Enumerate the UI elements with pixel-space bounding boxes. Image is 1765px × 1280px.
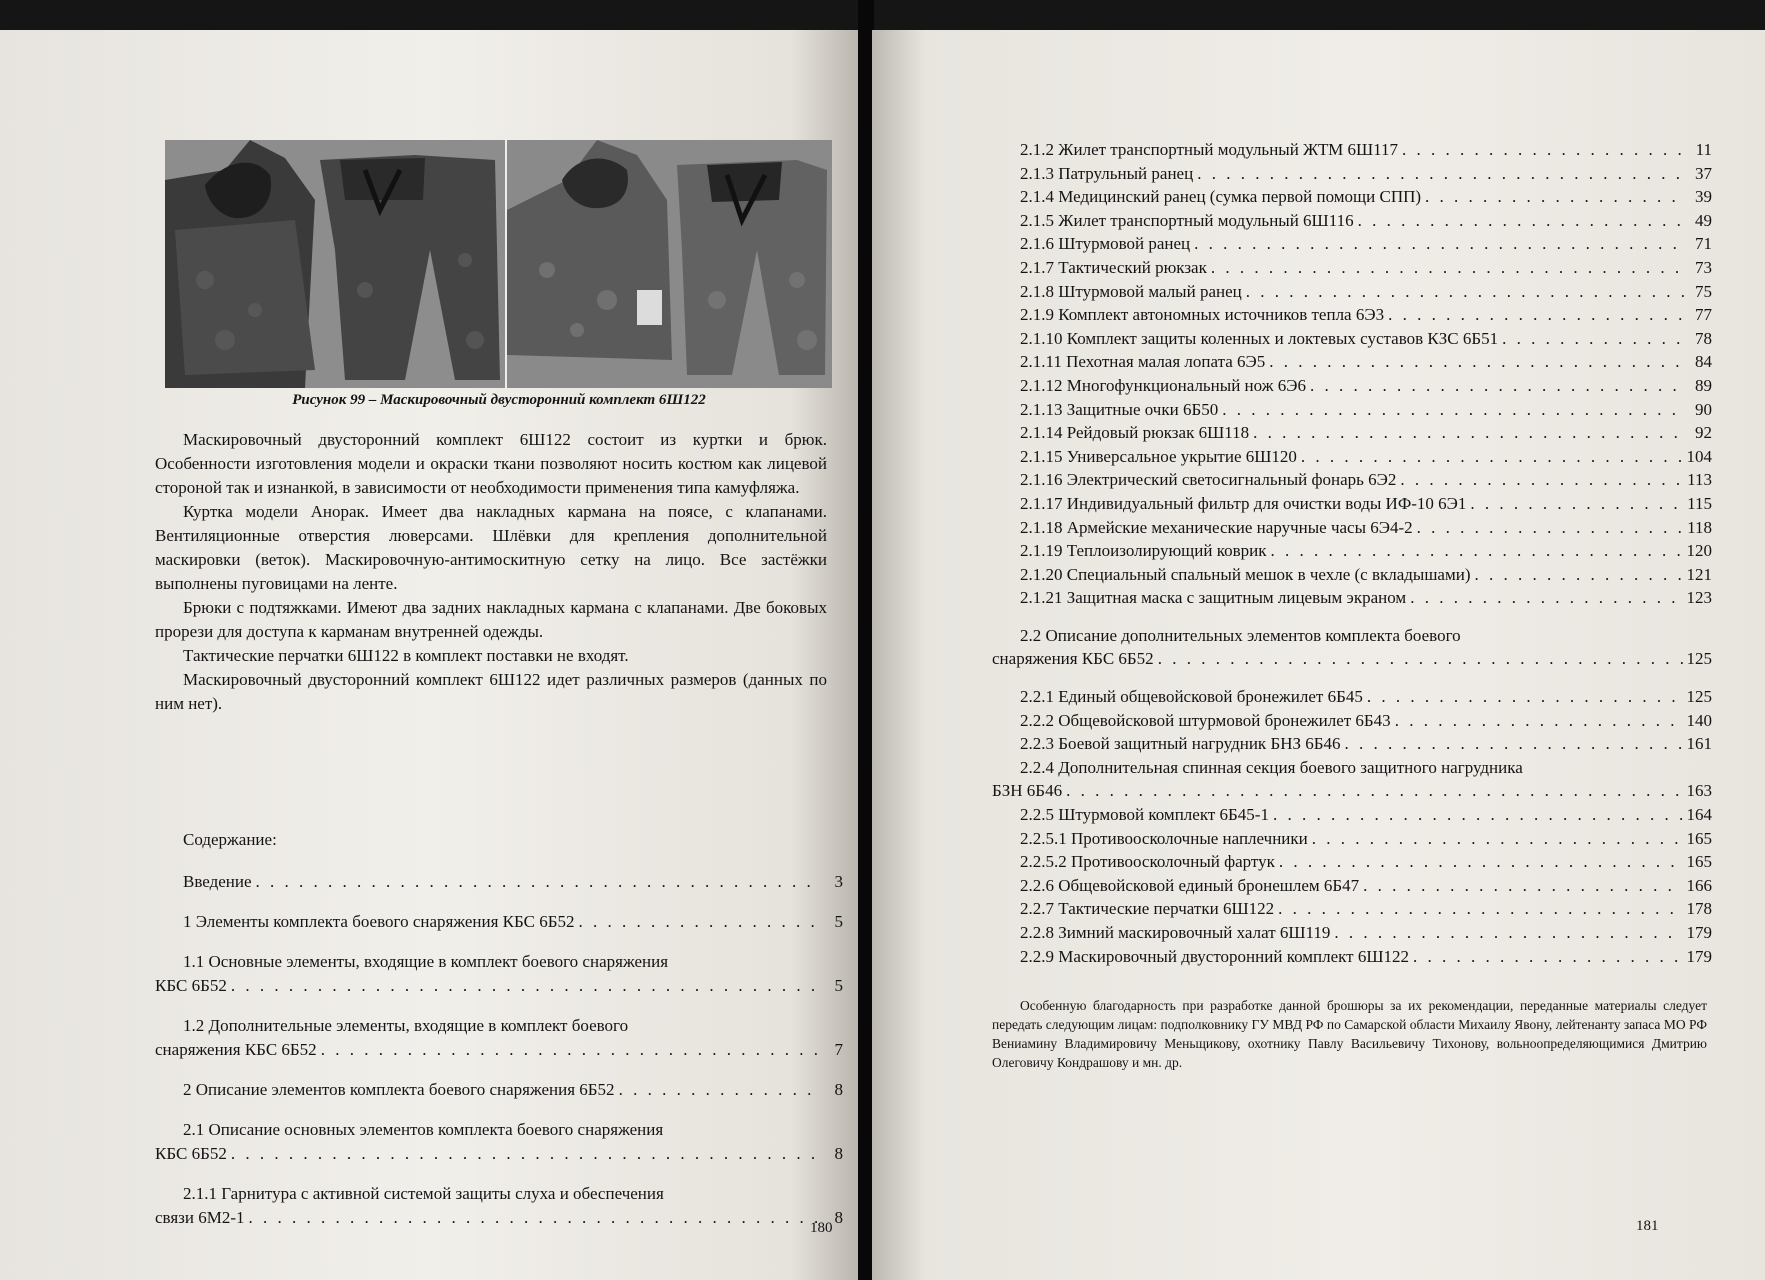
- toc-entry: [992, 850, 1712, 874]
- toc-leader-dots: [1400, 468, 1683, 492]
- camouflage-suit-image-a: [165, 140, 505, 388]
- toc-page-number: 75: [1695, 281, 1712, 301]
- toc-page-number: 5: [834, 976, 843, 995]
- toc-entry-line: [155, 974, 843, 998]
- toc-leader-dots: [1425, 185, 1686, 209]
- toc-page-number: 3: [834, 872, 843, 891]
- toc-entry: [992, 492, 1712, 516]
- toc-entry-title: 2.1.17 Индивидуальный фильтр для очистки воды ИФ-10 6Э1: [1020, 493, 1467, 513]
- toc-entry: [992, 303, 1712, 327]
- toc-page-number: 37: [1695, 163, 1712, 183]
- toc-leader-dots: [1312, 827, 1683, 851]
- toc-leader-dots: [256, 870, 817, 894]
- toc-entry-title: 2.1.18 Армейские механические наручные часы 6Э4-2: [1020, 517, 1413, 537]
- toc-entry: [992, 374, 1712, 398]
- toc-page-number: 104: [1686, 446, 1712, 466]
- toc-leader-dots: [579, 910, 818, 934]
- toc-page-number: 113: [1687, 470, 1712, 490]
- toc-leader-dots: [1475, 563, 1683, 587]
- toc-entry: [992, 162, 1712, 186]
- toc-entry: [992, 327, 1712, 351]
- toc-entry: [992, 732, 1712, 756]
- toc-entry: [992, 563, 1712, 587]
- toc-entry-line: [992, 327, 1712, 351]
- toc-leader-dots: [231, 1142, 817, 1166]
- toc-entry-line: [992, 647, 1712, 671]
- toc-leader-dots: [1413, 945, 1682, 969]
- toc-entry-line: [992, 945, 1712, 969]
- toc-page-number: 178: [1686, 899, 1712, 919]
- toc-entry-line: [992, 563, 1712, 587]
- toc-entry-title: Введение: [183, 872, 252, 891]
- toc-entry-title: 2.2.5 Штурмовой комплект 6Б45-1: [1020, 805, 1269, 825]
- toc-entry-title-start: 2.1 Описание основных элементов комплекта боевого снаряжения: [183, 1120, 664, 1139]
- toc-page-number: 39: [1695, 187, 1712, 207]
- figure-caption: Рисунок 99 – Маскировочный двусторонний комплект 6Ш122: [292, 392, 706, 408]
- toc-leader-dots: [1158, 647, 1683, 671]
- toc-entry-title: 2.2.7 Тактические перчатки 6Ш122: [1020, 899, 1275, 919]
- toc-entry-title: снаряжения КБС 6Б52: [992, 649, 1154, 669]
- toc-entry-line: [992, 850, 1712, 874]
- toc-leader-dots: [1301, 445, 1683, 469]
- toc-entry-line: [992, 586, 1712, 610]
- toc-page-number: 92: [1695, 423, 1712, 443]
- toc-entry-title: 2 Описание элементов комплекта боевого снаряжения 6Б52: [183, 1080, 615, 1099]
- toc-leader-dots: [1278, 897, 1682, 921]
- toc-entry-title: 2.1.20 Специальный спальный мешок в чехле (с вкладышами): [1020, 564, 1471, 584]
- toc-entry-line: [992, 280, 1712, 304]
- body-paragraph: Брюки с подтяжками. Имеют два задних накладных кармана с клапанами. Две боковых прорези для доступа к карманам внутренней одежды.: [155, 598, 827, 641]
- toc-leader-dots: [1197, 162, 1686, 186]
- toc-entry-title: 2.1.5 Жилет транспортный модульный 6Ш116: [1020, 210, 1354, 230]
- toc-leader-dots: [1310, 374, 1686, 398]
- toc-entry-line: [992, 303, 1712, 327]
- toc-entry: [155, 1118, 843, 1166]
- toc-entry-line: [992, 709, 1712, 733]
- body-paragraph: Тактические перчатки 6Ш122 в комплект поставки не входят.: [183, 646, 629, 665]
- toc-entry: [992, 421, 1712, 445]
- toc-entry: [992, 232, 1712, 256]
- camouflage-suit-photo-side-b: [507, 140, 832, 388]
- body-text: [155, 428, 827, 716]
- toc-entry-line: [155, 870, 843, 894]
- toc-entry: [992, 445, 1712, 469]
- toc-entry-title: КБС 6Б52: [155, 1144, 227, 1163]
- toc-entry: [155, 1078, 843, 1102]
- toc-page-number: 5: [834, 912, 843, 931]
- toc-list: [992, 138, 1712, 968]
- toc-entry-line: [155, 1142, 843, 1166]
- toc-page-number: 166: [1686, 875, 1712, 895]
- toc-leader-dots: [1273, 803, 1683, 827]
- toc-entry-line: [992, 897, 1712, 921]
- toc-entry-title: 2.1.14 Рейдовый рюкзак 6Ш118: [1020, 423, 1250, 443]
- toc-entry-title: 2.1.4 Медицинский ранец (сумка первой помощи СПП): [1020, 187, 1422, 207]
- toc-entry-line: [992, 539, 1712, 563]
- toc-entry-title-start: 2.2.4 Дополнительная спинная секция боевого защитного нагрудника: [1020, 757, 1523, 777]
- toc-entry: [155, 1182, 843, 1230]
- toc-page-number: 84: [1695, 352, 1712, 372]
- toc-entry-title: 2.2.5.2 Противоосколочный фартук: [1020, 852, 1275, 872]
- toc-leader-dots: [1502, 327, 1686, 351]
- toc-entry-line: [992, 185, 1712, 209]
- toc-entry: [992, 280, 1712, 304]
- toc-page-number: 8: [834, 1208, 843, 1227]
- toc-page-number: 73: [1695, 257, 1712, 277]
- toc-leader-dots: [1334, 921, 1682, 945]
- toc-entry-title: 2.2.1 Единый общевойсковой бронежилет 6Б45: [1020, 687, 1363, 707]
- toc-entry-title: 2.2.6 Общевойсковой единый бронешлем 6Б47: [1020, 875, 1360, 895]
- toc-entry-line: [992, 445, 1712, 469]
- toc-entry: [992, 209, 1712, 233]
- toc-page-number: 71: [1695, 234, 1712, 254]
- toc-entry: [992, 827, 1712, 851]
- toc-page-number: 8: [834, 1080, 843, 1099]
- toc-leader-dots: [1363, 874, 1682, 898]
- body-paragraph: Маскировочный двусторонний комплект 6Ш122 идет различных размеров (данных по ним нет).: [155, 670, 827, 713]
- toc-entry: [992, 539, 1712, 563]
- toc-entry-line: [992, 874, 1712, 898]
- toc-leader-dots: [1345, 732, 1683, 756]
- toc-page-number: 89: [1695, 375, 1712, 395]
- toc-leader-dots: [1211, 256, 1686, 280]
- toc-entry-title: 2.1.7 Тактический рюкзак: [1020, 257, 1207, 277]
- toc-entry-line: [992, 921, 1712, 945]
- toc-page-number: 7: [834, 1040, 843, 1059]
- toc-leader-dots: [1417, 516, 1683, 540]
- toc-entry-line: [992, 232, 1712, 256]
- toc-entry: [155, 950, 843, 998]
- toc-entry-title: 2.1.16 Электрический светосигнальный фонарь 6Э2: [1020, 470, 1397, 490]
- acknowledgement-text: Особенную благодарность при разработке данной брошюры за их рекомендации, переданные материалы следует передать следующим лицам: подполковнику ГУ МВД РФ по Самарской области Михаилу Явону, лейтенанту запаса МО РФ Вениамину Владимировичу Меньщикову, охотнику Павлу Васильевичу Тихонову, вольноопределяющимися Дмитрию Олеговичу Кондрашову и мн. др.: [992, 998, 1707, 1070]
- toc-page-number: 161: [1686, 734, 1712, 754]
- left-page: [0, 30, 860, 1280]
- toc-leader-dots: [1269, 350, 1686, 374]
- toc-entry-line: [992, 209, 1712, 233]
- toc-entry-title: 2.1.21 Защитная маска с защитным лицевым экраном: [1020, 588, 1407, 608]
- camouflage-suit-image-b: [507, 140, 832, 388]
- toc-entry-title: 2.2.3 Боевой защитный нагрудник БНЗ 6Б46: [1020, 734, 1341, 754]
- toc-entry-title: 2.1.6 Штурмовой ранец: [1020, 234, 1191, 254]
- toc-entry-title: 2.1.12 Многофункциональный нож 6Э6: [1020, 375, 1306, 395]
- toc-leader-dots: [1402, 138, 1686, 162]
- toc-entry-title: 2.2.2 Общевойсковой штурмовой бронежилет 6Б43: [1020, 710, 1391, 730]
- toc-entry: [155, 1014, 843, 1062]
- toc-page-number: 90: [1695, 399, 1712, 419]
- toc-entry: [992, 350, 1712, 374]
- toc-entry-line: [992, 492, 1712, 516]
- toc-entry: [155, 910, 843, 934]
- toc-entry-title: 2.1.8 Штурмовой малый ранец: [1020, 281, 1242, 301]
- toc-entry-line: [992, 468, 1712, 492]
- toc-entry-line: [992, 374, 1712, 398]
- toc-leader-dots: [1066, 779, 1682, 803]
- toc-entry: [992, 945, 1712, 969]
- toc-entry-title: 2.1.10 Комплект защиты коленных и локтевых суставов КЗС 6Б51: [1020, 328, 1499, 348]
- toc-leader-dots: [1279, 850, 1683, 874]
- toc-entry-line: [992, 827, 1712, 851]
- toc-entry-line: [155, 1078, 843, 1102]
- toc-entry-line: [992, 516, 1712, 540]
- toc-page-number: 8: [834, 1144, 843, 1163]
- toc-leader-dots: [231, 974, 817, 998]
- toc-entry-title: снаряжения КБС 6Б52: [155, 1040, 317, 1059]
- toc-page-number: 120: [1686, 541, 1712, 561]
- toc-page-number: 78: [1695, 328, 1712, 348]
- toc-page-number: 49: [1695, 210, 1712, 230]
- toc-list: [155, 870, 843, 1230]
- toc-page-number: 164: [1686, 805, 1712, 825]
- toc-entry: [992, 756, 1712, 803]
- toc-entry: [992, 468, 1712, 492]
- toc-entry: [992, 185, 1712, 209]
- toc-page-number: 165: [1686, 852, 1712, 872]
- toc-entry-line: [992, 398, 1712, 422]
- toc-entry-line: [992, 162, 1712, 186]
- toc-entry-line: [992, 779, 1712, 803]
- toc-entry: [992, 709, 1712, 733]
- toc-page-number: 121: [1686, 564, 1712, 584]
- toc-entry: [992, 921, 1712, 945]
- toc-entry-title: 2.1.15 Универсальное укрытие 6Ш120: [1020, 446, 1297, 466]
- toc-entry-title-start: 1.2 Дополнительные элементы, входящие в комплект боевого: [183, 1016, 629, 1035]
- toc-entry: [992, 897, 1712, 921]
- toc-page-number: 125: [1686, 687, 1712, 707]
- toc-entry-title: 2.1.3 Патрульный ранец: [1020, 163, 1194, 183]
- toc-leader-dots: [321, 1038, 817, 1062]
- toc-page-number: 163: [1686, 781, 1712, 801]
- toc-page-number: 11: [1695, 140, 1712, 159]
- toc-entry: [992, 586, 1712, 610]
- toc-entry-line: [992, 350, 1712, 374]
- toc-entry-title: 2.2.5.1 Противоосколочные наплечники: [1020, 828, 1308, 848]
- toc-entry-title: 2.1.11 Пехотная малая лопата 6Э5: [1020, 352, 1266, 372]
- toc-entry-title: 2.1.19 Теплоизолирующий коврик: [1020, 541, 1267, 561]
- toc-leader-dots: [1253, 421, 1686, 445]
- toc-leader-dots: [1270, 539, 1682, 563]
- toc-page-number: 118: [1687, 517, 1712, 537]
- toc-entry-title: 2.1.13 Защитные очки 6Б50: [1020, 399, 1219, 419]
- toc-page-number: 77: [1695, 305, 1712, 325]
- toc-entry: [992, 516, 1712, 540]
- toc-entry-title: 2.1.2 Жилет транспортный модульный ЖТМ 6Ш117: [1020, 140, 1399, 159]
- toc-entry-line: [992, 138, 1712, 162]
- toc-leader-dots: [249, 1206, 817, 1230]
- camouflage-suit-photo-side-a: [165, 140, 505, 388]
- toc-entry: [992, 138, 1712, 162]
- table-of-contents-right: [992, 138, 1712, 968]
- toc-entry-line: [992, 803, 1712, 827]
- toc-entry-line: [155, 1038, 843, 1062]
- toc-entry-title: связи 6М2-1: [155, 1208, 245, 1227]
- toc-entry: [155, 870, 843, 894]
- toc-entry: [992, 803, 1712, 827]
- toc-page-number: 125: [1686, 649, 1712, 669]
- toc-entry: [992, 874, 1712, 898]
- toc-leader-dots: [1410, 586, 1682, 610]
- toc-page-number: 115: [1687, 493, 1712, 513]
- body-paragraph: Куртка модели Анорак. Имеет два накладных кармана на поясе, с клапанами. Вентиляционные отверстия люверсами. Шлёвки для крепления дополнительной маскировки (веток). Маскировочную-антимоскитную сетку на лицо. Все застёжки выполнены пуговицами на ленте.: [155, 502, 827, 593]
- page-number-right: 181: [1636, 1218, 1659, 1234]
- toc-leader-dots: [1246, 280, 1686, 304]
- toc-leader-dots: [1358, 209, 1686, 233]
- toc-page-number: 179: [1686, 923, 1712, 942]
- toc-entry: [992, 624, 1712, 671]
- toc-page-number: 140: [1686, 710, 1712, 730]
- toc-page-number: 179: [1686, 946, 1712, 966]
- toc-entry: [992, 256, 1712, 280]
- toc-entry-title: 1 Элементы комплекта боевого снаряжения КБС 6Б52: [183, 912, 575, 931]
- toc-page-number: 123: [1686, 588, 1712, 608]
- toc-entry-title-start: 2.2 Описание дополнительных элементов комплекта боевого: [1020, 625, 1461, 645]
- table-of-contents-left: [155, 828, 843, 1230]
- toc-leader-dots: [1470, 492, 1683, 516]
- right-page: [872, 30, 1765, 1280]
- toc-leader-dots: [1194, 232, 1686, 256]
- toc-leader-dots: [1395, 709, 1683, 733]
- toc-entry-title-start: 2.1.1 Гарнитура с активной системой защиты слуха и обеспечения: [183, 1184, 664, 1203]
- toc-page-number: 165: [1686, 828, 1712, 848]
- toc-entry-title: 2.2.8 Зимний маскировочный халат 6Ш119: [1020, 923, 1331, 942]
- toc-entry-line: [155, 910, 843, 934]
- toc-entry-title: 2.1.9 Комплект автономных источников тепла 6Э3: [1020, 305, 1385, 325]
- toc-entry-line: [992, 256, 1712, 280]
- toc-entry-title-start: 1.1 Основные элементы, входящие в комплект боевого снаряжения: [183, 952, 669, 971]
- toc-entry: [992, 685, 1712, 709]
- toc-entry-title: БЗН 6Б46: [992, 781, 1063, 801]
- toc-entry-title: 2.2.9 Маскировочный двусторонний комплект 6Ш122: [1020, 946, 1410, 966]
- toc-entry-line: [992, 732, 1712, 756]
- toc-leader-dots: [619, 1078, 817, 1102]
- toc-entry-title: КБС 6Б52: [155, 976, 227, 995]
- body-paragraph: Маскировочный двусторонний комплект 6Ш122 состоит из куртки и брюк. Особенности изготовления модели и окраски ткани позволяют носить костюм как лицевой стороной так и изнанкой, в зависимости от необходимости применения типа камуфляжа.: [155, 430, 827, 497]
- toc-leader-dots: [1367, 685, 1683, 709]
- toc-entry-line: [155, 1206, 843, 1230]
- toc-entry-line: [992, 421, 1712, 445]
- toc-leader-dots: [1222, 398, 1686, 422]
- toc-heading: Содержание:: [183, 830, 277, 849]
- page-number-left: 180: [810, 1220, 833, 1236]
- toc-leader-dots: [1388, 303, 1686, 327]
- toc-entry: [992, 398, 1712, 422]
- toc-entry-line: [992, 685, 1712, 709]
